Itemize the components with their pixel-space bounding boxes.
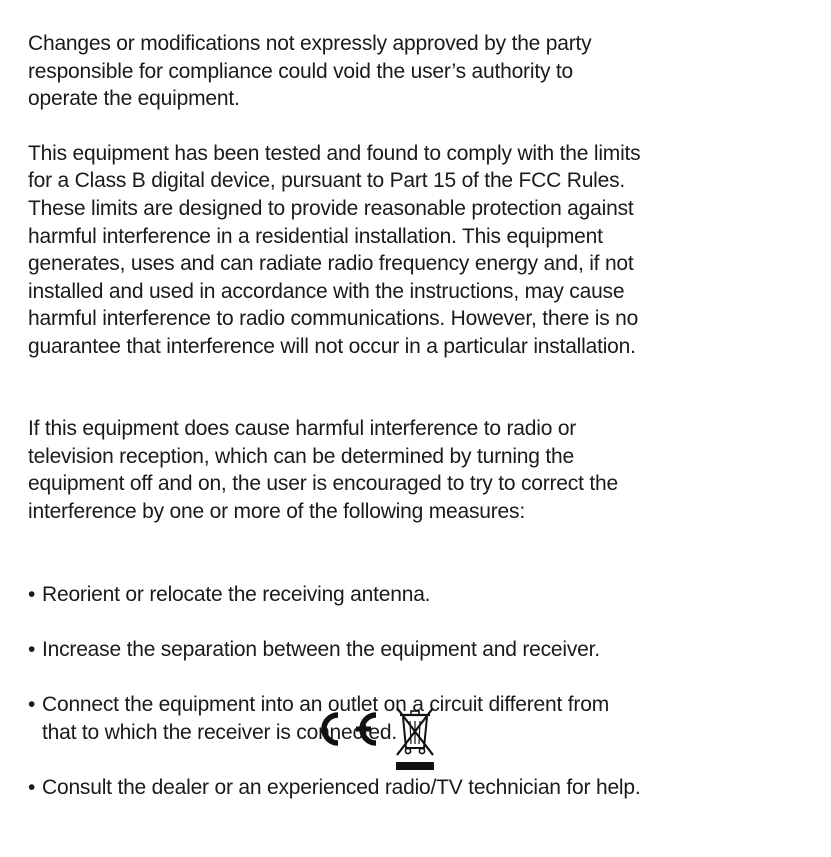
ce-mark-icon	[308, 710, 380, 748]
interference-guidance	[28, 388, 818, 857]
bullet: •	[28, 582, 36, 606]
list-item	[28, 581, 818, 609]
list-item	[28, 636, 818, 664]
list-item-text: Increase the separation between the equipment and receiver.	[42, 637, 600, 661]
bullet: •	[28, 775, 36, 799]
interference-intro: If this equipment does cause harmful interference to radio or television reception, which can be determined by turning the equipment off and on, the user is encouraged to try to correct the interference by one or more of the following measures:	[28, 417, 618, 523]
class-b-compliance-statement: This equipment has been tested and found to comply with the limits for a Class B digital device, pursuant to Part 15 of the FCC Rules. These limits are designed to provide reasonable protection against harmful interference in a residential installation. This equipment generates, uses and can radiate radio frequency energy and, if not installed and used in accordance with the instructions, may cause harmful interference to radio communications. However, there is no guarantee that interference will not occur in a particular installation.	[28, 141, 641, 358]
list-item-text: Connect the equipment into an outlet on a circuit different from that to which the receiver is connected.	[42, 693, 609, 744]
bullet: •	[28, 693, 36, 717]
bullet: •	[28, 637, 36, 661]
crossed-out-wheelie-bin-icon	[394, 704, 436, 772]
modification-warning: Changes or modifications not expressly approved by the party responsible for compliance could void the user’s authority to operate the equipment.	[28, 32, 592, 111]
list-item-text: Consult the dealer or an experienced radio/TV technician for help.	[42, 775, 641, 799]
measures-list	[28, 553, 818, 829]
list-item	[28, 774, 818, 802]
list-item-text: Reorient or relocate the receiving antenna.	[42, 582, 431, 606]
compliance-marks	[308, 704, 448, 774]
